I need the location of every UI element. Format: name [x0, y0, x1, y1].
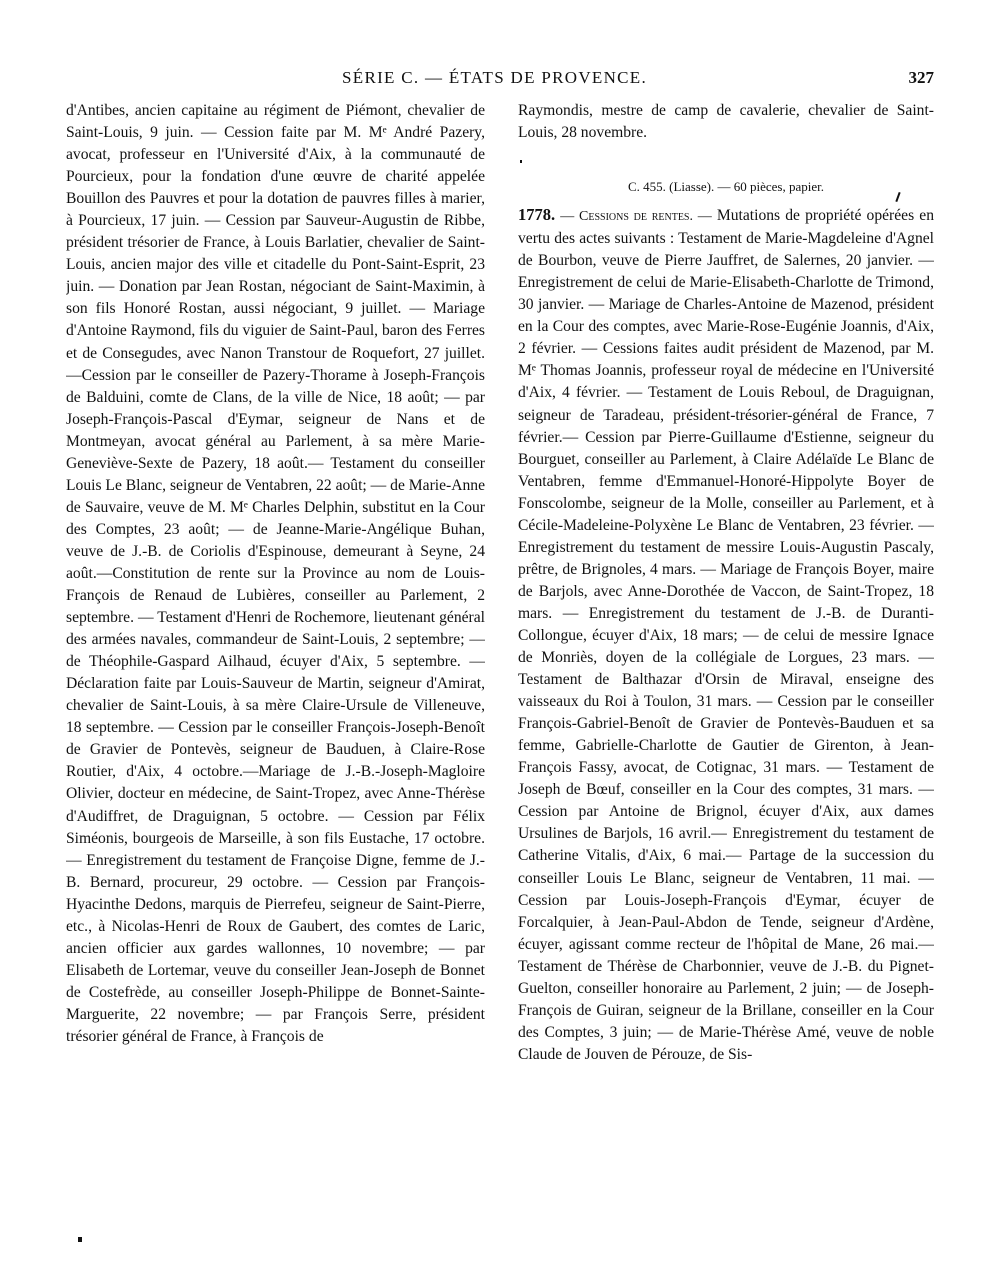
left-column — [66, 100, 485, 1048]
entry-paragraph — [518, 204, 934, 1066]
entry-year: 1778. — [518, 205, 556, 225]
left-column-text: d'Antibes, ancien capitaine au régiment de Piémont, chevalier de Saint-Louis, 9 juin. — Cession faite par M. Mᵉ André Pazery, avocat, professeur en l'Université d'Aix, à la communauté de Pourcieux, pour la fondation d'une œuvre de charité appelée Bouillon des Pauvres et pour la dotation de pauvres filles à marier, à Pourcieux, 17 juin. — Cession par Sauveur-Augustin de Ribbe, président trésorier de France, à Louis Barlatier, chevalier de Saint-Louis, ancien major des ville et citadelle du Pont-Saint-Esprit, 23 juin. — Donation par Jean Rostan, négociant de Saint-Maximin, à son fils Honoré Rostan, aussi négociant, 9 juillet. — Mariage d'Antoine Raymond, fils du viguier de Saint-Paul, baron des Ferres et de Consegudes, avec Nanon Transtour de Roquefort, 27 juillet.—Cession par le conseiller de Pazery-Thorame à Joseph-François de Balduini, comte de Clans, de la ville de Nice, 18 août; — par Joseph-François-Pascal d'Eymar, seigneur de Nans et de Montmeyan, avocat général au Parlement, à sa mère Marie-Geneviève-Sexte de Pazery, 18 août.— Testament du conseiller Louis Le Blanc, seigneur de Ventabren, 22 août; — de Marie-Anne de Sauvaire, veuve de M. Mᵉ Charles Delphin, substitut en la Cour des Comptes, 23 août; — de Jeanne-Marie-Angélique Buhan, veuve de J.-B. de Coriolis d'Espinouse, demeurant à Seyne, 24 août.—Constitution de rente sur la Province au nom de Louis-François de Renaud de Lubières, conseiller au Parlement, 2 septembre. — Testament d'Henri de Rochemore, lieutenant général des armées navales, commandeur de Saint-Louis, 2 septembre; — de Théophile-Gaspard Ailhaud, écuyer d'Aix, 5 septembre. — Déclaration faite par Louis-Sauveur de Martin, seigneur d'Amirat, chevalier de Saint-Louis, à sa mère Claire-Ursule de Villeneuve, 18 septembre. — Cession par le conseiller François-Joseph-Benoît de Gravier de Pontevès, seigneur de Bauduen, à Claire-Rose Routier, d'Aix, 4 octobre.—Mariage de J.-B.-Joseph-Magloire Olivier, docteur en médecine, de Saint-Tropez, avec Anne-Thérèse d'Audiffret, de Draguignan, 5 octobre. — Cession par Félix Siméonis, bourgeois de Marseille, à son fils Eustache, 17 octobre. — Enregistrement du testament de Françoise Digne, femme de J.-B. Bernard, procureur, 29 octobre. — Cession par François-Hyacinthe Dedons, marquis de Pierrefeu, seigneur de Saint-Pierre, etc., à Nicolas-Henri de Roux de Gaubert, des comtes de Laric, ancien officier aux gardes wallonnes, 10 novembre; — par Elisabeth de Lortemar, veuve du conseiller Jean-Joseph de Bonnet de Costefrède, au conseiller Joseph-Philippe de Bonnet-Sainte-Marguerite, 22 novembre; — par François Serre, président trésorier général de France, à François de — [66, 102, 485, 1045]
ink-speck — [520, 160, 522, 163]
carry-over-paragraph: Raymondis, mestre de camp de cavalerie, chevalier de Saint-Louis, 28 novembre. — [518, 102, 934, 142]
running-head — [0, 68, 1000, 94]
page-number: 327 — [908, 68, 934, 87]
ink-speck — [78, 1237, 82, 1242]
right-column — [518, 100, 934, 1066]
archive-reference: C. 455. (Liasse). — 60 pièces, papier. — [627, 179, 825, 195]
entry-heading: — Cessions de rentes. — — [560, 209, 712, 225]
entry-text: Mutations de propriété opérées en vertu des actes suivants : Testament de Marie-Magdeleine d'Agnel de Bourbon, veuve de Pierre Jauffret, de Salernes, 20 janvier. — Enregistrement de celui de Marie-Elisabeth-Charlotte de Trimond, 30 janvier. — Mariage de Charles-Antoine de Mazenod, président en la Cour des comptes, avec Marie-Rose-Eugénie Joannis, d'Aix, 2 février. — Cessions faites audit président de Mazenod, par M. Mᵉ Thomas Joannis, professeur royal de médecine en l'Université d'Aix, 4 février. — Testament de Louis Reboul, de Draguignan, seigneur de Taradeau, président-trésorier-général de France, 7 février.— Cession par Pierre-Guillaume d'Estienne, seigneur du Bourguet, conseiller au Parlement, à Claire Adélaïde Le Blanc de Ventabren, femme d'Emmanuel-Honoré-Hippolyte Boyer de Fonscolombe, seigneur de la Molle, conseiller au Parlement, et à Cécile-Madeleine-Polyxène Le Blanc de Ventabren, 23 février. — Enregistrement du testament de messire Louis-Augustin Pascaly, prêtre, de Brignoles, 4 mars. — Mariage de François Boyer, maire de Barjols, avec Anne-Dorothée de Vaccon, de Saint-Tropez, 18 mars. — Enregistrement du testament de J.-B. de Duranti-Collongue, écuyer d'Aix, 18 mars; — de celui de messire Ignace de Monriès, doyen de la collégiale de Lorgues, 23 mars. — Testament de Balthazar d'Orsin de Miraval, enseigne des vaisseaux du Roi à Toulon, 31 mars. — Cession par le conseiller François-Gabriel-Benoît de Gravier de Pontevès-Bauduen et sa femme, Gabrielle-Charlotte de Gautier de Girenton, à Jean-François Fassy, avocat, de Cotignac, 31 mars. — Testament de Joseph de Bœuf, conseiller en la Cour des comptes, 31 mars. — Cession par Antoine de Brignol, écuyer d'Aix, aux dames Ursulines de Barjols, 16 avril.— Enregistrement du testament de Catherine Vitalis, d'Aix, 6 mai.— Partage de la succession du conseiller Louis Le Blanc, seigneur de Ventabren, 11 mai. — Cession par Louis-Joseph-François d'Eymar, écuyer de Forcalquier, à Jean-Paul-Abdon de Tende, seigneur d'Ardène, écuyer, agissant comme recteur de l'hôpital de Mane, 26 mai.— Testament de Thérèse de Charbonnier, veuve de J.-B. du Pignet-Guelton, conseiller honoraire au Parlement, 2 juin; — de Joseph-François de Guiran, seigneur de la Brillane, conseiller en la Cour des Comptes, 3 juin; — de Marie-Thérèse Amé, veuve de noble Claude de Jouven de Pérouze, de Sis- — [518, 207, 934, 1063]
running-title: SÉRIE C. — ÉTATS DE PROVENCE. — [342, 68, 648, 87]
